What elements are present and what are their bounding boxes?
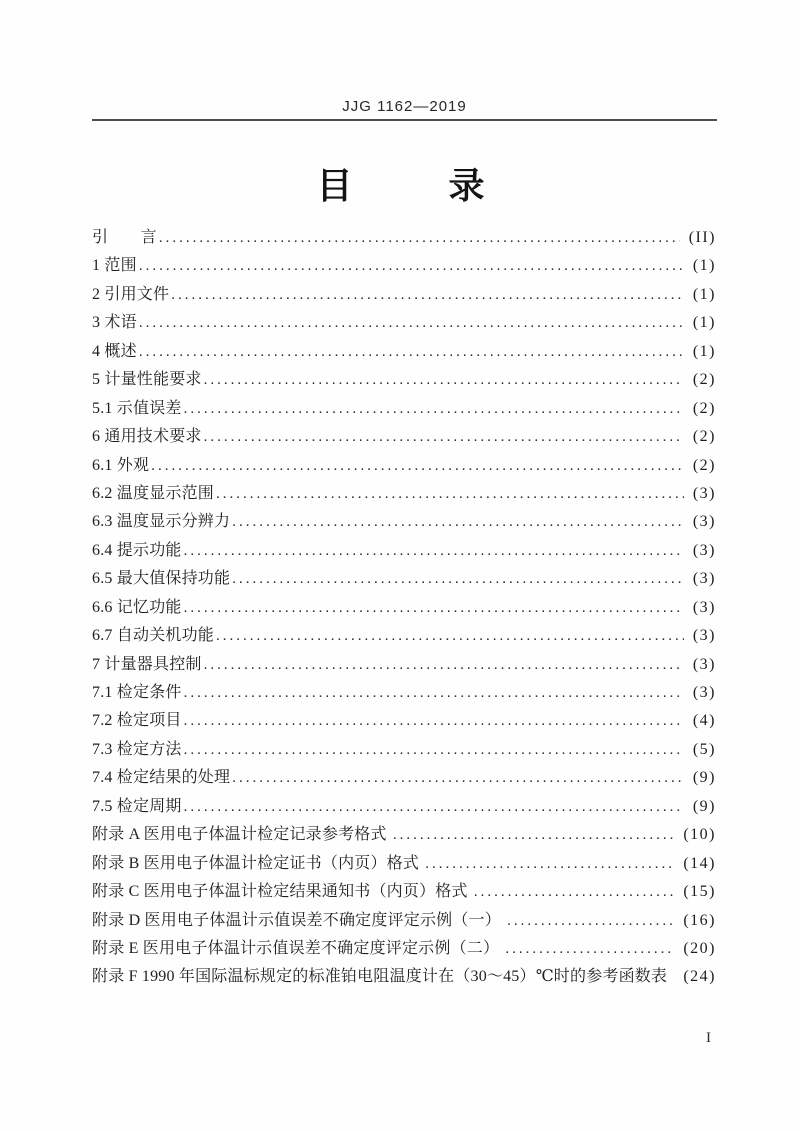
toc-entry-label: 6.1 外观 [92,456,150,474]
toc-entry-page: (4) [692,712,716,730]
toc-entry [92,508,716,536]
toc-dot-leader [139,309,684,337]
toc-dot-leader [159,224,680,252]
toc-entry [92,679,716,707]
toc-entry-label: 附录 C 医用电子体温计检定结果通知书（内页）格式 [92,883,472,901]
toc-entry [92,850,716,878]
toc-entry [92,480,716,508]
toc-entry [92,707,716,735]
toc-entry-page: (3) [692,655,716,673]
toc-entry-label: 附录 E 医用电子体温计示值误差不确定度评定示例（二） [92,939,504,957]
toc-entry [92,594,716,622]
toc-entry-page: (2) [692,428,716,446]
toc-entry-page: (14) [683,854,716,872]
toc-entry [92,366,716,394]
toc-entry-page: (24) [683,968,716,986]
toc-dot-leader [184,594,684,622]
toc-entry-label: 6.5 最大值保持功能 [92,570,231,588]
toc-entry-page: (16) [683,911,716,929]
toc-entry [92,395,716,423]
toc-dot-leader [184,793,684,821]
toc-entry-page: (3) [692,541,716,559]
toc-entry [92,281,716,309]
toc-dot-leader [425,850,674,878]
toc-dot-leader [184,395,684,423]
toc-dot-leader [204,651,684,679]
toc-entry-label: 5 计量性能要求 [92,371,202,389]
toc-entry-label: 2 引用文件 [92,285,170,303]
toc-entry-page: (10) [683,826,716,844]
toc-entry-page: (2) [692,371,716,389]
toc-dot-leader [171,281,684,309]
toc-entry [92,224,716,252]
toc-entry-page: (2) [692,399,716,417]
toc-entry-page: (9) [692,797,716,815]
toc-dot-leader [232,764,684,792]
toc-entry-label: 7.5 检定周期 [92,797,182,815]
toc-dot-leader [474,878,674,906]
toc-list [92,224,716,992]
toc-entry-label: 附录 A 医用电子体温计检定记录参考格式 [92,826,391,844]
toc-entry [92,793,716,821]
toc-entry [92,565,716,593]
toc-entry-label: 6.4 提示功能 [92,541,182,559]
page-number: I [706,1030,711,1046]
toc-entry [92,338,716,366]
toc-entry-label: 附录 F 1990 年国际温标规定的标准铂电阻温度计在（30～45）℃时的参考函数表 [92,968,668,986]
toc-entry-page: (3) [692,627,716,645]
toc-dot-leader [184,736,684,764]
toc-entry-label: 附录 B 医用电子体温计检定证书（内页）格式 [92,854,424,872]
toc-entry-label: 6.3 温度显示分辨力 [92,513,231,531]
toc-entry [92,963,716,991]
toc-entry-page: (9) [692,769,716,787]
toc-entry [92,935,716,963]
toc-entry-label: 7.2 检定项目 [92,712,182,730]
toc-entry-page: (3) [692,598,716,616]
standard-number: JJG 1162—2019 [342,98,467,115]
toc-entry-page: (1) [692,314,716,332]
toc-entry-label: 附录 D 医用电子体温计示值误差不确定度评定示例（一） [92,911,506,929]
toc-dot-leader [204,366,684,394]
toc-entry [92,622,716,650]
toc-title: 目 录 [316,166,493,206]
toc-dot-leader [184,679,684,707]
toc-entry [92,736,716,764]
toc-dot-leader [184,707,684,735]
toc-entry-page: (2) [692,456,716,474]
toc-entry-page: (15) [683,883,716,901]
toc-dot-leader [139,338,684,366]
toc-entry-label: 3 术语 [92,314,137,332]
toc-dot-leader [204,423,684,451]
toc-entry-page: (20) [683,939,716,957]
toc-dot-leader [507,907,674,935]
toc-entry-label: 7.1 检定条件 [92,684,182,701]
toc-dot-leader [232,508,684,536]
toc-entry [92,764,716,792]
toc-entry-label: 7 计量器具控制 [92,655,202,673]
toc-entry-label: 7.3 检定方法 [92,740,182,758]
toc-dot-leader [151,452,684,480]
toc-entry [92,821,716,849]
toc-entry [92,423,716,451]
toc-entry [92,907,716,935]
toc-entry-label: 4 概述 [92,342,137,360]
toc-dot-leader [505,935,674,963]
toc-dot-leader [216,480,684,508]
toc-entry-label: 6 通用技术要求 [92,428,202,446]
toc-entry [92,309,716,337]
header-rule [92,119,717,121]
toc-dot-leader [216,622,684,650]
toc-entry-page: (1) [692,342,716,360]
toc-entry-page: (II) [688,229,716,246]
toc-entry-page: (3) [692,570,716,588]
toc-entry-label: 6.6 记忆功能 [92,598,182,616]
toc-entry-label: 7.4 检定结果的处理 [92,769,231,787]
toc-entry-label: 1 范围 [92,257,137,275]
toc-entry-page: (5) [692,740,716,758]
toc-entry-page: (1) [692,285,716,303]
toc-entry [92,252,716,280]
toc-entry-page: (3) [692,684,716,701]
toc-entry-label: 6.2 温度显示范围 [92,484,215,502]
toc-entry-page: (3) [692,513,716,531]
toc-entry-label: 引 言 [92,229,157,246]
toc-entry [92,651,716,679]
toc-dot-leader [139,252,684,280]
toc-entry [92,452,716,480]
toc-dot-leader [393,821,674,849]
toc-entry [92,537,716,565]
toc-dot-leader [232,565,684,593]
toc-entry-page: (3) [692,484,716,502]
toc-entry [92,878,716,906]
toc-entry-label: 5.1 示值误差 [92,399,182,417]
toc-entry-label: 6.7 自动关机功能 [92,627,215,645]
toc-entry-page: (1) [692,257,716,275]
toc-dot-leader [184,537,684,565]
